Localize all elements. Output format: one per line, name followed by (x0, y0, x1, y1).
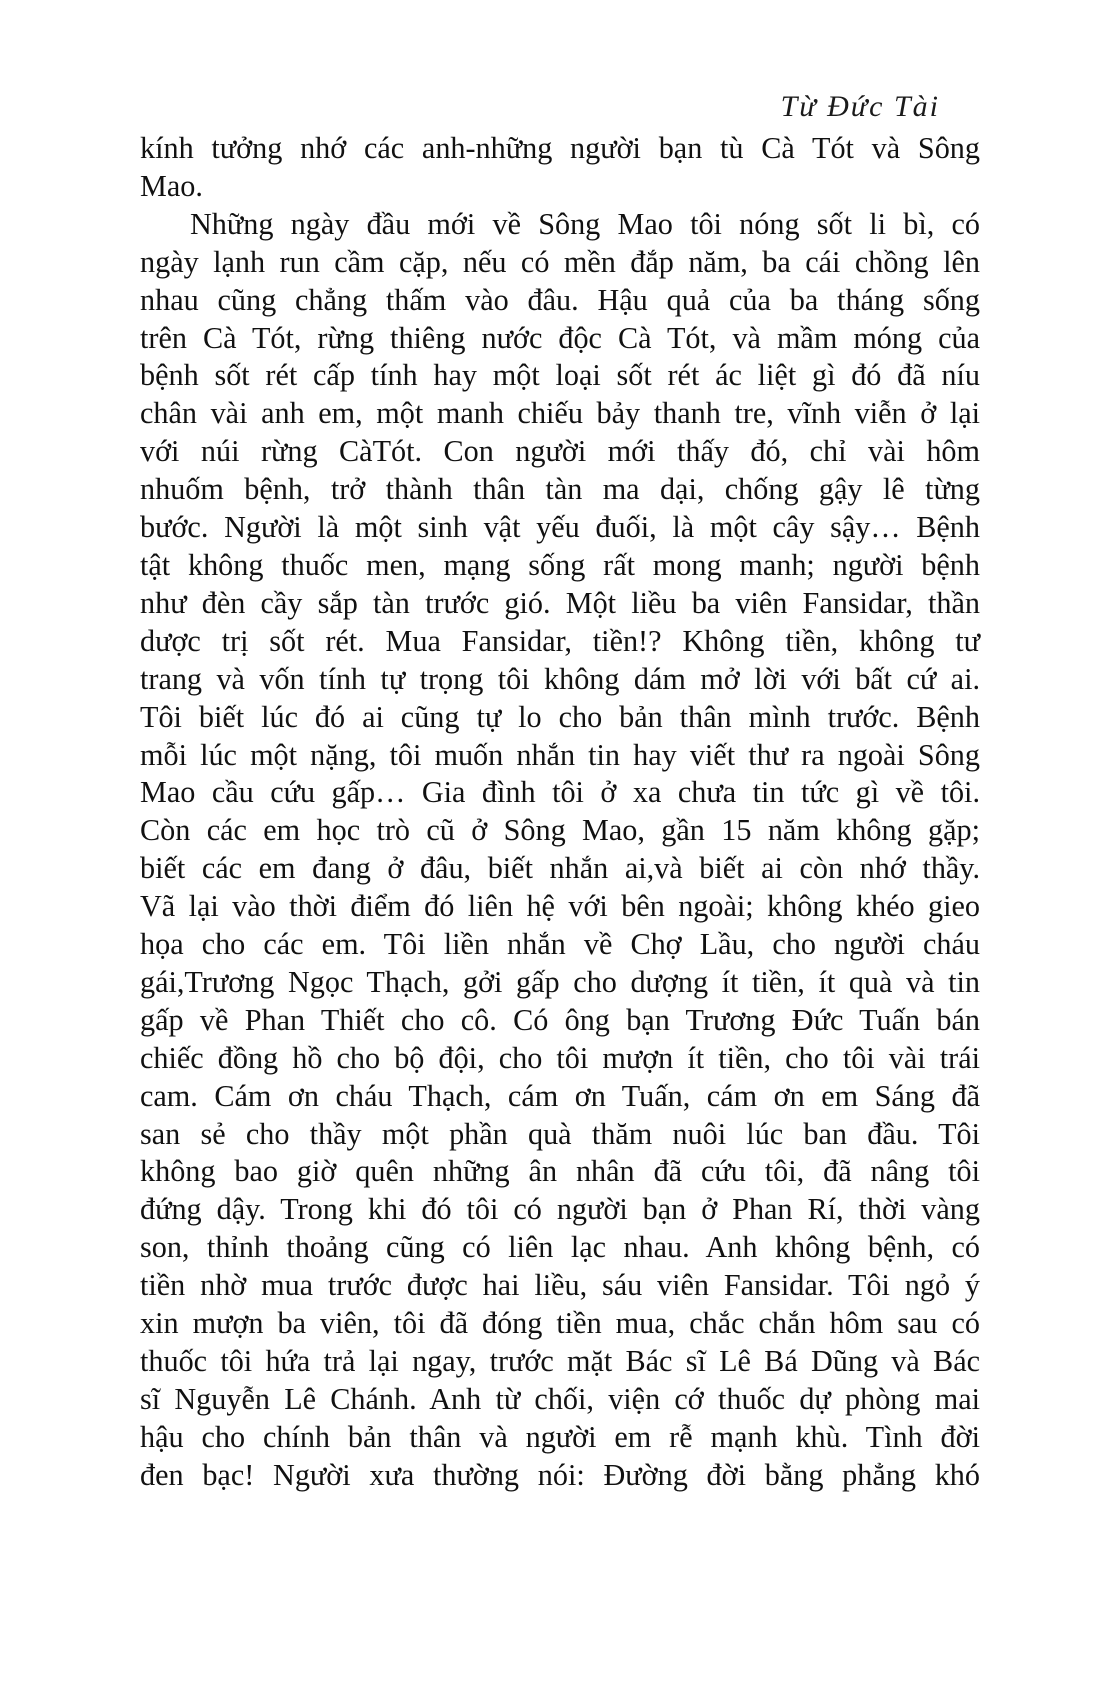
text-line: tiền nhờ mua trước được hai liều, sáu viên Fansidar. Tôi ngỏ ý (140, 1268, 980, 1303)
text-line: như đèn cầy sắp tàn trước gió. Một liều ba viên Fansidar, thần (140, 585, 980, 620)
running-header: Từ Đức Tài (780, 90, 940, 123)
text-line: sĩ Nguyễn Lê Chánh. Anh từ chối, viện cớ thuốc dự phòng mai (140, 1381, 980, 1416)
text-line: trang và vốn tính tự trọng tôi không dám mở lời với bất cứ ai. (140, 661, 980, 696)
text-line: chiếc đồng hồ cho bộ đội, cho tôi mượn ít tiền, cho tôi vài trái (140, 1040, 980, 1075)
text-line: ngày lạnh run cầm cặp, nếu có mền đắp năm, ba cái chồng lên (140, 244, 980, 279)
text-line: đen bạc! Người xưa thường nói: Đường đời bằng phẳng khó (140, 1457, 980, 1492)
text-line: đứng dậy. Trong khi đó tôi có người bạn ở Phan Rí, thời vàng (140, 1192, 980, 1227)
text-line: mỗi lúc một nặng, tôi muốn nhắn tin hay viết thư ra ngoài Sông (140, 737, 980, 772)
text-line: bước. Người là một sinh vật yếu đuối, là một cây sậy… Bệnh (140, 510, 980, 545)
text-line: Mao. (140, 168, 203, 203)
text-line: dược trị sốt rét. Mua Fansidar, tiền!? Không tiền, không tư (140, 623, 980, 658)
text-line: biết các em đang ở đâu, biết nhắn ai,và biết ai còn nhớ thầy. (140, 851, 980, 886)
text-line: Mao cầu cứu gấp… Gia đình tôi ở xa chưa tin tức gì về tôi. (140, 775, 980, 810)
text-line: hậu cho chính bản thân và người em rễ mạnh khù. Tình đời (140, 1419, 980, 1454)
text-line: nhuốm bệnh, trở thành thân tàn ma dại, chống gậy lê từng (140, 472, 980, 507)
text-line: Còn các em học trò cũ ở Sông Mao, gần 15 năm không gặp; (140, 813, 980, 848)
text-line: xin mượn ba viên, tôi đã đóng tiền mua, chắc chắn hôm sau có (140, 1306, 980, 1341)
text-line: trên Cà Tót, rừng thiêng nước độc Cà Tót, và mầm móng của (140, 320, 980, 355)
paragraph-2 (140, 206, 980, 1495)
text-line: thuốc tôi hứa trả lại ngay, trước mặt Bác sĩ Lê Bá Dũng và Bác (140, 1344, 980, 1378)
text-line: với núi rừng CàTót. Con người mới thấy đó, chỉ vài hôm (140, 434, 980, 469)
text-line: bệnh sốt rét cấp tính hay một loại sốt rét ác liệt gì đó đã níu (140, 358, 980, 393)
text-line: Tôi biết lúc đó ai cũng tự lo cho bản thân mình trước. Bệnh (140, 699, 980, 734)
text-line: cam. Cám ơn cháu Thạch, cám ơn Tuấn, cám ơn em Sáng đã (140, 1078, 980, 1113)
text-line: san sẻ cho thầy một phần quà thăm nuôi lúc ban đầu. Tôi (140, 1116, 980, 1151)
text-line: chân vài anh em, một manh chiếu bảy thanh tre, vĩnh viễn ở lại (140, 396, 980, 431)
text-line: gái,Trương Ngọc Thạch, gởi gấp cho dượng ít tiền, ít quà và tin (140, 964, 980, 999)
text-line: kính tưởng nhớ các anh-những người bạn tù Cà Tót và Sông (140, 131, 980, 165)
text-line: không bao giờ quên những ân nhân đã cứu tôi, đã nâng tôi (140, 1154, 980, 1189)
text-line: son, thỉnh thoảng cũng có liên lạc nhau. Anh không bệnh, có (140, 1230, 980, 1265)
text-line: họa cho các em. Tôi liền nhắn về Chợ Lầu, cho người cháu (140, 927, 980, 962)
text-line: gấp về Phan Thiết cho cô. Có ông bạn Trương Đức Tuấn bán (140, 1002, 980, 1037)
text-line: Vã lại vào thời điểm đó liên hệ với bên ngoài; không khéo gieo (140, 889, 980, 924)
text-line: tật không thuốc men, mạng sống rất mong manh; người bệnh (140, 547, 980, 582)
body-text (140, 130, 980, 1495)
text-line: nhau cũng chẳng thấm vào đâu. Hậu quả của ba tháng sống (140, 282, 980, 317)
text-line: Những ngày đầu mới về Sông Mao tôi nóng sốt li bì, có (190, 206, 980, 241)
paragraph-1 (140, 130, 980, 206)
